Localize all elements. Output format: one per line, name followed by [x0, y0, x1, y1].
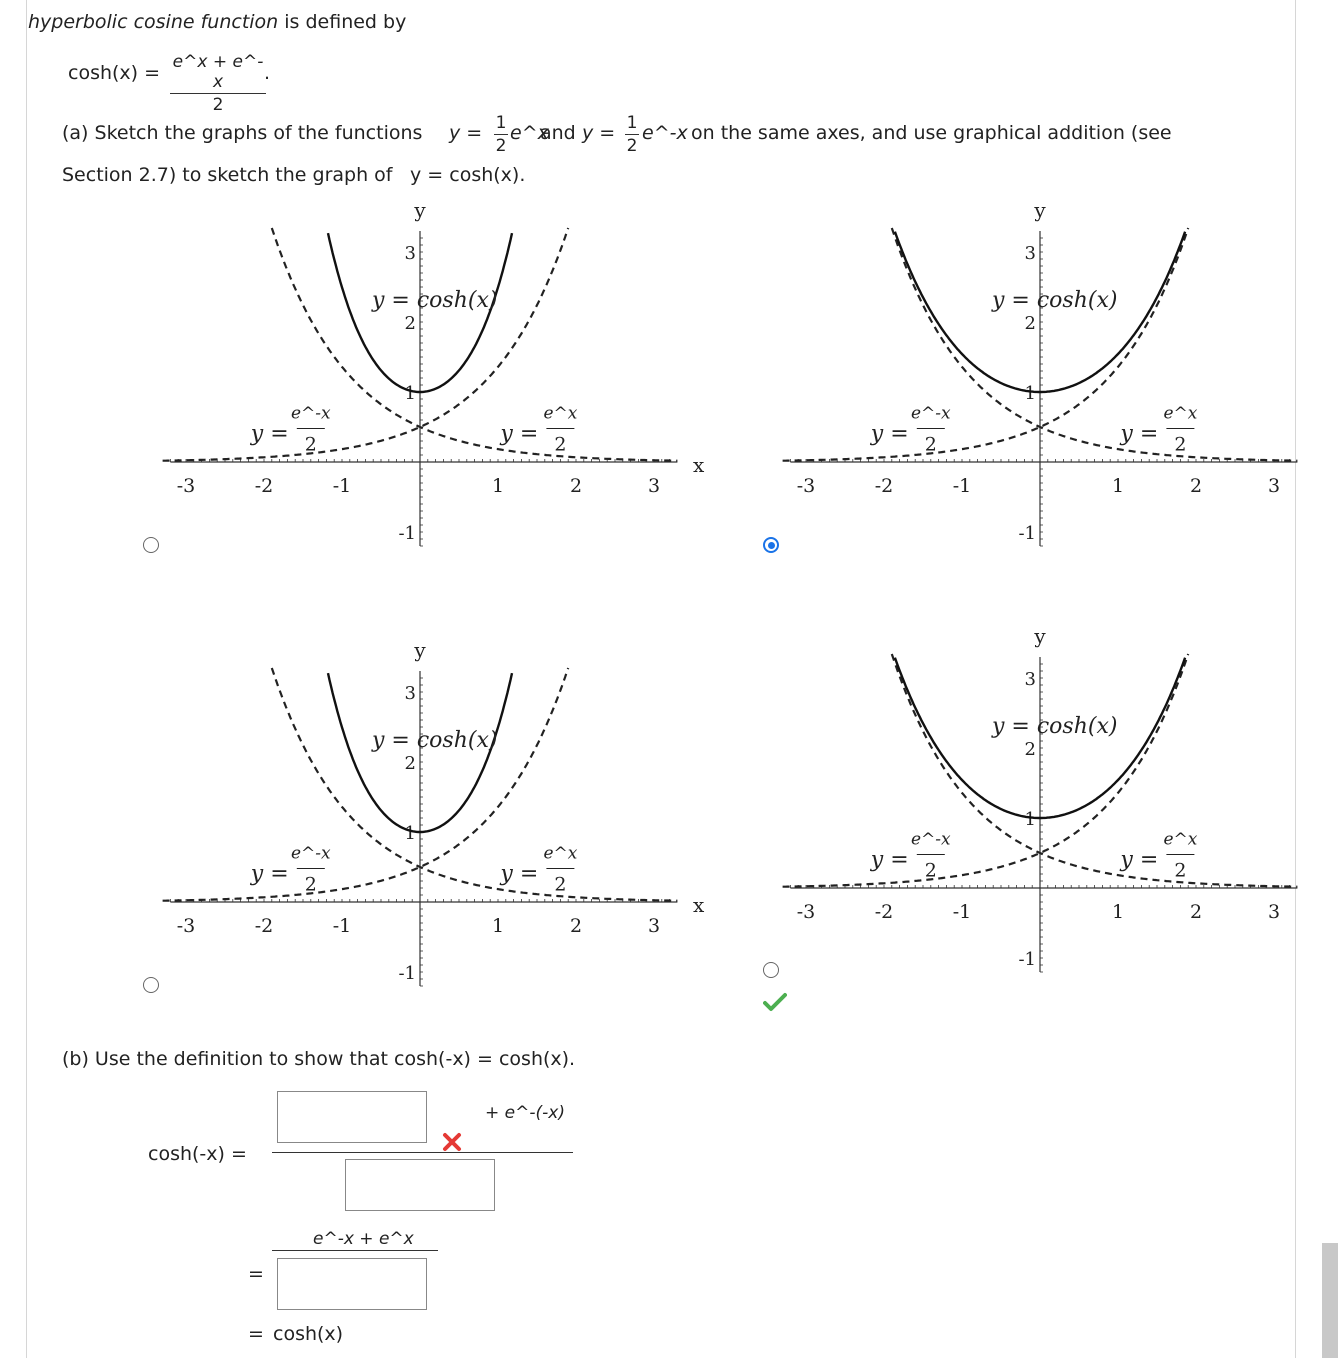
half-den-1: 2 [495, 136, 507, 156]
left-den: 2 [924, 433, 937, 456]
radio-top-right[interactable] [763, 537, 779, 553]
x-tick-label: -1 [952, 475, 972, 497]
half-num-1: 1 [495, 113, 507, 133]
x-tick-label: -2 [874, 475, 894, 497]
x-tick-label: 2 [569, 915, 583, 937]
right-y-eq: y = [1120, 421, 1159, 447]
x-tick-label: 3 [1267, 901, 1281, 923]
part-a-line1-start: (a) Sketch the graphs of the functions [62, 122, 423, 144]
plus-term: + e^-(-x) [485, 1103, 565, 1123]
left-num: e^-x [910, 403, 951, 424]
fraction-bar-1 [272, 1152, 573, 1153]
x-tick-label: -3 [176, 915, 196, 937]
scrollbar-thumb[interactable] [1322, 1243, 1338, 1358]
denominator-input[interactable] [345, 1159, 495, 1211]
part-a-and: and [540, 122, 576, 144]
radio-top-left[interactable] [143, 537, 159, 553]
radio-bottom-right[interactable] [763, 962, 779, 978]
x-tick-label: -1 [332, 475, 352, 497]
intro-text [28, 11, 406, 33]
y-tick-label: 1 [1024, 809, 1036, 830]
x-tick-label: 1 [1111, 475, 1125, 497]
eq-sign-2: = [248, 1263, 264, 1285]
correct-check-icon [763, 992, 787, 1012]
left-den: 2 [304, 433, 317, 456]
y-tick-label: 3 [1024, 669, 1036, 690]
y-tick-label: 2 [404, 313, 416, 334]
x-tick-label: -1 [952, 901, 972, 923]
y-tick-label: 3 [1024, 243, 1036, 264]
part-a-exp-pos: e^x [510, 122, 549, 144]
part-a-half-1 [494, 113, 508, 156]
half-den-2: 2 [626, 136, 638, 156]
left-num: e^-x [290, 843, 331, 864]
left-y-eq: y = [870, 421, 909, 447]
x-tick-label: 2 [1189, 901, 1203, 923]
numerator-2: e^-x + e^x [313, 1229, 414, 1249]
part-a-line2: Section 2.7) to sketch the graph of [62, 164, 393, 186]
part-a-half-2 [625, 113, 639, 156]
x-tick-label: 2 [569, 475, 583, 497]
x-tick-label: -1 [332, 915, 352, 937]
x-tick-label: -2 [254, 475, 274, 497]
definition-fraction [170, 52, 266, 115]
x-axis-label: x [693, 453, 705, 477]
x-tick-label: 3 [1267, 475, 1281, 497]
fraction-bar-2 [272, 1250, 438, 1251]
part-a-line2-y: y = cosh(x). [410, 164, 526, 186]
y-tick-label: 1 [1024, 383, 1036, 404]
right-y-eq: y = [1120, 847, 1159, 873]
final-result: cosh(x) [273, 1323, 344, 1345]
incorrect-x-icon [441, 1131, 463, 1153]
part-a-y-eq-1: y = [449, 122, 483, 144]
part-a-y-eq-2: y = [582, 122, 616, 144]
y-tick-label: 1 [404, 823, 416, 844]
y-tick-label: 1 [404, 383, 416, 404]
x-tick-label: 3 [647, 475, 661, 497]
y-tick-label: 3 [404, 243, 416, 264]
x-tick-label: 2 [1189, 475, 1203, 497]
left-num: e^-x [290, 403, 331, 424]
part-a-exp-neg: e^-x [642, 122, 688, 144]
left-den: 2 [924, 859, 937, 882]
left-y-eq: y = [250, 861, 289, 887]
right-y-eq: y = [500, 421, 539, 447]
right-num: e^x [543, 403, 578, 424]
y-axis-label: y [414, 198, 426, 222]
definition-lhs: cosh(x) = [68, 62, 161, 84]
y-axis-label: y [414, 638, 426, 662]
y-tick-label: 2 [1024, 739, 1036, 760]
intro-suffix: is defined by [278, 11, 407, 33]
x-tick-label: -2 [254, 915, 274, 937]
x-tick-label: 1 [1111, 901, 1125, 923]
y-tick-label: -1 [1018, 949, 1036, 970]
x-tick-label: 1 [491, 475, 505, 497]
y-tick-label: 3 [404, 683, 416, 704]
part-b-prompt: (b) Use the definition to show that cosh(-x) = cosh(x). [62, 1048, 576, 1070]
cosh-label: y = cosh(x) [372, 728, 498, 753]
numerator-input[interactable] [277, 1091, 427, 1143]
right-num: e^x [1163, 829, 1198, 850]
y-tick-label: -1 [398, 523, 416, 544]
graph-option-top-right[interactable] [780, 200, 1320, 560]
definition-denominator: 2 [212, 95, 224, 115]
right-den: 2 [554, 433, 567, 456]
x-tick-label: -3 [796, 901, 816, 923]
x-axis-label: x [693, 893, 705, 917]
right-den: 2 [1174, 859, 1187, 882]
y-tick-label: -1 [398, 963, 416, 984]
y-tick-label: 2 [404, 753, 416, 774]
cosh-label: y = cosh(x) [992, 714, 1118, 739]
left-y-eq: y = [870, 847, 909, 873]
left-num: e^-x [910, 829, 951, 850]
part-a-line1-end: on the same axes, and use graphical addition (see [691, 122, 1172, 144]
right-num: e^x [543, 843, 578, 864]
part-b-lhs: cosh(-x) = [148, 1143, 247, 1165]
left-y-eq: y = [250, 421, 289, 447]
denominator-input-2[interactable] [277, 1258, 427, 1310]
right-y-eq: y = [500, 861, 539, 887]
right-den: 2 [1174, 433, 1187, 456]
left-den: 2 [304, 873, 317, 896]
definition-numerator: e^x + e^-x [172, 52, 264, 92]
definition-period: . [264, 62, 271, 84]
graph-option-bottom-right[interactable] [780, 626, 1320, 986]
y-axis-label: y [1034, 624, 1046, 648]
x-tick-label: -3 [796, 475, 816, 497]
x-tick-label: -3 [176, 475, 196, 497]
half-num-2: 1 [626, 113, 638, 133]
cosh-label: y = cosh(x) [372, 288, 498, 313]
x-tick-label: 1 [491, 915, 505, 937]
y-axis-label: y [1034, 198, 1046, 222]
radio-bottom-left[interactable] [143, 977, 159, 993]
cosh-label: y = cosh(x) [992, 288, 1118, 313]
x-tick-label: -2 [874, 901, 894, 923]
right-den: 2 [554, 873, 567, 896]
y-tick-label: 2 [1024, 313, 1036, 334]
right-num: e^x [1163, 403, 1198, 424]
scrollbar-track[interactable] [1320, 0, 1338, 1358]
y-tick-label: -1 [1018, 523, 1036, 544]
eq-sign-3: = [248, 1323, 264, 1345]
graph-option-bottom-left[interactable] [160, 640, 720, 1000]
x-tick-label: 3 [647, 915, 661, 937]
graph-option-top-left[interactable] [160, 200, 720, 560]
intro-italic: hyperbolic cosine function [28, 11, 279, 33]
